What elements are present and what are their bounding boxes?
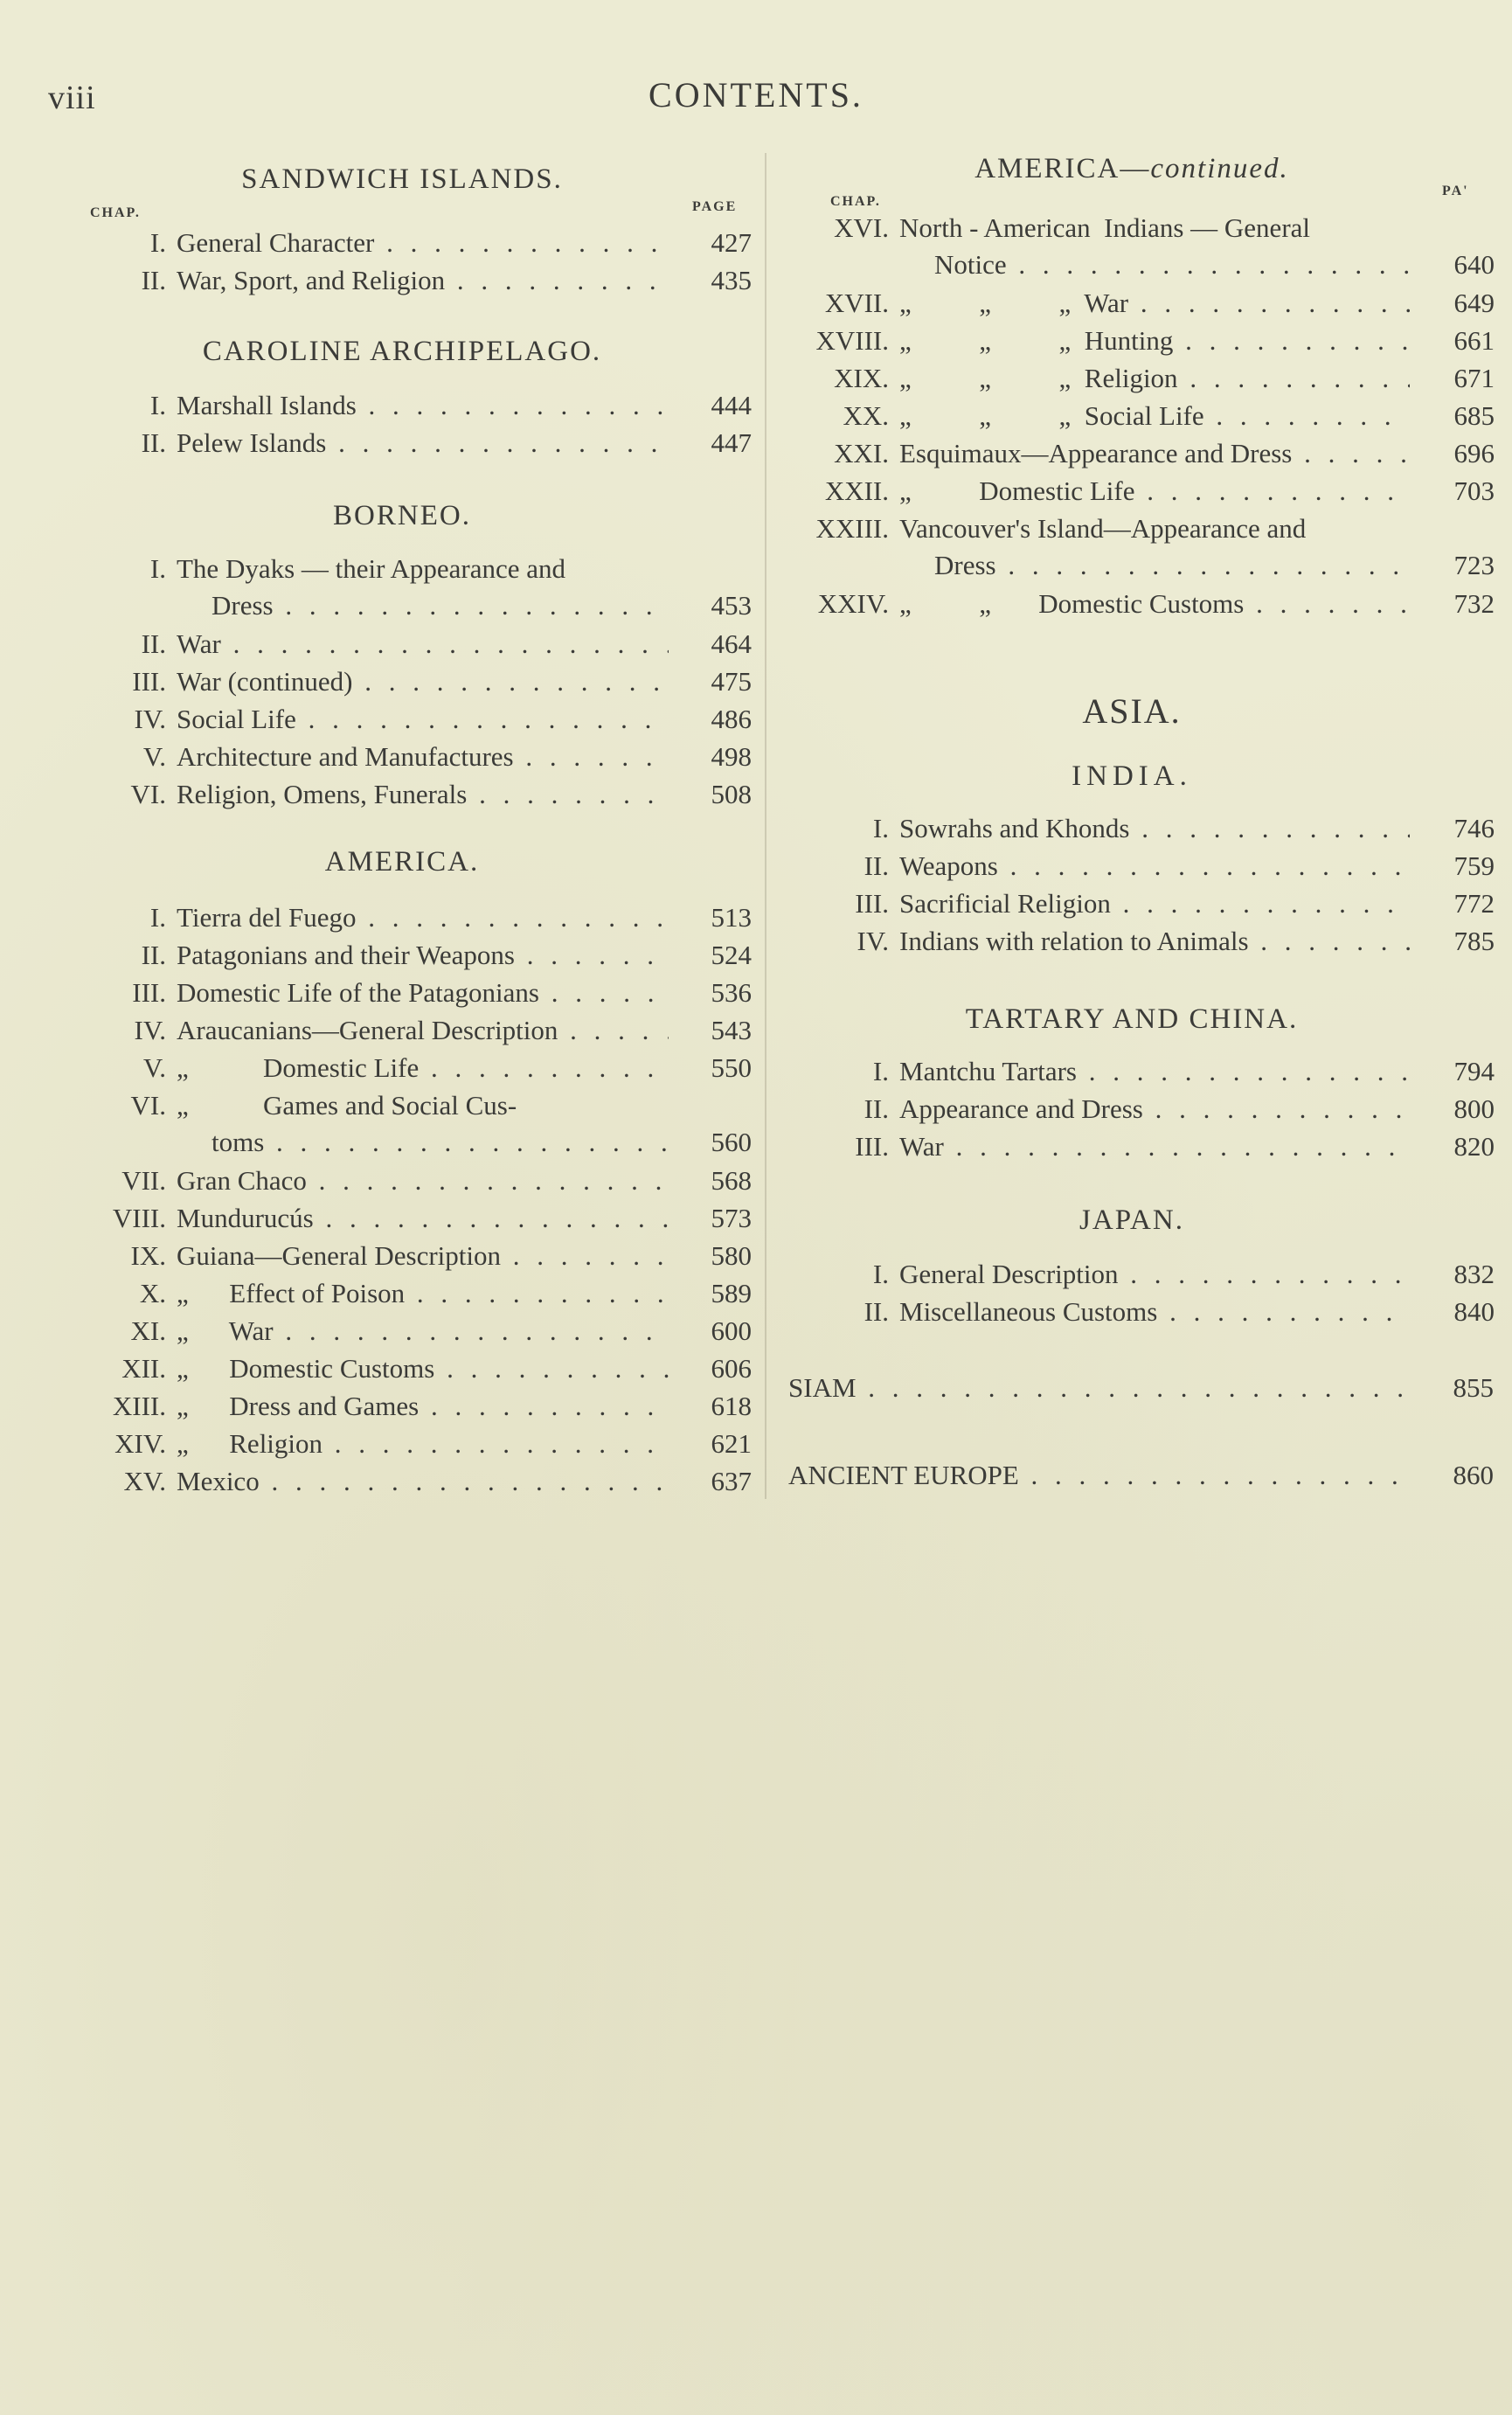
toc-entry-page: 486: [711, 704, 752, 734]
toc-entry-chapter-number: I.: [149, 553, 166, 584]
toc-entry: [788, 848, 1495, 885]
toc-entry: [788, 285, 1495, 322]
toc-entry-title: War, Sport, and Religion . . .: [177, 262, 669, 299]
toc-entry-page: 435: [711, 265, 752, 295]
toc-entry-title: Pelew Islands . . .: [177, 425, 669, 461]
toc-entry-chapter-number: I.: [872, 813, 889, 843]
toc-entry-page: 759: [1453, 850, 1495, 881]
toc-entry-title: Indians with relation to Animals . . .: [899, 923, 1410, 960]
toc-entry-title: „ Domestic Life . . .: [177, 1050, 669, 1086]
toc-entry-page: 800: [1453, 1093, 1495, 1124]
toc-entry-chapter-number: XVI.: [834, 212, 889, 243]
toc-entry-title: The Dyaks — their Appearance and: [177, 553, 566, 584]
toc-entry-title: Weapons . . .: [899, 848, 1410, 885]
toc-entry-chapter-number: XI.: [130, 1315, 166, 1346]
toc-entry-title: „ Domestic Customs . . .: [177, 1350, 669, 1387]
toc-entry-page: 560: [711, 1127, 752, 1157]
toc-entry-chapter-number: II.: [141, 427, 166, 458]
toc-entry-page: 820: [1453, 1131, 1495, 1162]
toc-entry-page: 427: [711, 227, 752, 258]
toc-entry-chapter-number: I.: [149, 227, 166, 258]
toc-entry: [52, 1426, 752, 1462]
toc-entry-page: 580: [711, 1240, 752, 1271]
toc-entry: [788, 1128, 1495, 1165]
toc-entry: [52, 776, 752, 813]
toc-entry-title: Architecture and Manufactures . . .: [177, 739, 669, 775]
toc-entry: [788, 473, 1495, 510]
toc-entry-page: 543: [711, 1015, 752, 1045]
toc-entry-page: 621: [711, 1428, 752, 1459]
toc-entry: [52, 425, 752, 461]
toc-entry: [788, 360, 1495, 397]
toc-entry-title: ANCIENT EUROPE . . .: [788, 1457, 1409, 1494]
section-title-borneo: BORNEO.: [333, 500, 471, 531]
toc-entry: [788, 435, 1495, 472]
toc-entry: [52, 975, 752, 1011]
toc-entry: [788, 810, 1495, 847]
toc-entry: [788, 1256, 1495, 1293]
toc-entry: [52, 551, 752, 624]
toc-entry-chapter-number: III.: [132, 977, 166, 1008]
toc-entry-title: Patagonians and their Weapons . . .: [177, 937, 669, 974]
toc-entry: [788, 923, 1495, 960]
toc-entry-title: Appearance and Dress . . .: [899, 1091, 1410, 1128]
toc-entry-page: 732: [1453, 588, 1495, 619]
toc-entry-title: „ Domestic Life . . .: [899, 473, 1410, 510]
section-title-asia: ASIA.: [1082, 691, 1182, 731]
toc-entry: [52, 1388, 752, 1425]
toc-entry-page: 498: [711, 741, 752, 772]
toc-entry-page: 447: [711, 427, 752, 458]
toc-entry-title: War (continued) . . .: [177, 663, 669, 700]
toc-entry: [788, 1294, 1495, 1330]
page-column-header: PAGE: [692, 199, 738, 214]
toc-entry-title: Tierra del Fuego . . .: [177, 899, 669, 936]
toc-entry-title-continuation: Dress . . .: [212, 587, 669, 624]
toc-entry-chapter-number: III.: [855, 888, 889, 919]
toc-entry-title: Esquimaux—Appearance and Dress . . .: [899, 435, 1410, 472]
toc-entry-page: 508: [711, 779, 752, 809]
toc-entry-chapter-number: VIII.: [112, 1203, 166, 1233]
section-title-america: AMERICA.: [324, 846, 480, 878]
toc-entry-title: Religion, Omens, Funerals . . .: [177, 776, 669, 813]
toc-entry: [52, 1087, 752, 1161]
toc-entry: [52, 1238, 752, 1274]
toc-entry-chapter-number: II.: [864, 850, 889, 881]
toc-entry-title: Mundurucús . . .: [177, 1200, 669, 1237]
toc-entry-title: War . . .: [177, 626, 669, 663]
toc-entry-page: 649: [1453, 288, 1495, 318]
toc-entry-page: 536: [711, 977, 752, 1008]
section-title-america-continued: [804, 153, 1460, 185]
toc-entry: [52, 626, 752, 663]
toc-entry-page: 832: [1453, 1259, 1495, 1289]
toc-entry: [52, 899, 752, 936]
toc-entry-page: 785: [1453, 926, 1495, 956]
toc-entry-title: „ War . . .: [177, 1313, 669, 1350]
toc-entry-chapter-number: XIV.: [114, 1428, 166, 1459]
toc-entry-chapter-number: I.: [149, 390, 166, 420]
toc-entry-chapter-number: V.: [142, 741, 166, 772]
toc-entry-page: 772: [1453, 888, 1495, 919]
toc-entry-title: Guiana—General Description . . .: [177, 1238, 669, 1274]
toc-entry: [788, 1091, 1495, 1128]
toc-entry: [52, 739, 752, 775]
toc-entry: [52, 1050, 752, 1086]
toc-entry: [52, 387, 752, 424]
section-title-india: INDIA.: [1072, 760, 1192, 792]
toc-entry-title-continuation: Dress . . .: [934, 547, 1410, 584]
section-title-caroline-archipelago: CAROLINE ARCHIPELAGO.: [202, 336, 602, 367]
toc-entry-chapter-number: XX.: [843, 400, 889, 431]
toc-entry-chapter-number: XVII.: [824, 288, 889, 318]
toc-entry-title: „ Religion . . .: [177, 1426, 669, 1462]
toc-entry-title: SIAM . . .: [788, 1370, 1409, 1406]
toc-entry-page: 685: [1453, 400, 1495, 431]
section-title-sandwich-islands: SANDWICH ISLANDS.: [241, 163, 563, 195]
toc-entry-chapter-number: VII.: [121, 1165, 166, 1196]
toc-entry-chapter-number: II.: [864, 1093, 889, 1124]
toc-entry-title: Araucanians—General Description . . .: [177, 1012, 669, 1049]
toc-entry-title: „ Dress and Games . . .: [177, 1388, 669, 1425]
section-title-america-continued-italic: continued.: [1150, 153, 1289, 184]
section-title-america-continued-main: AMERICA—: [974, 153, 1151, 184]
toc-entry-siam: [788, 1370, 1495, 1406]
toc-entry-page: 573: [711, 1203, 752, 1233]
toc-entry-chapter-number: XXII.: [824, 475, 889, 506]
toc-entry: [52, 663, 752, 700]
toc-entry-page: 696: [1453, 438, 1495, 468]
toc-entry: [788, 1053, 1495, 1090]
toc-entry-title: „ Effect of Poison . . .: [177, 1275, 669, 1312]
toc-entry-chapter-number: XVIII.: [815, 325, 889, 356]
toc-entry-chapter-number: XXIV.: [817, 588, 889, 619]
toc-entry-page: 746: [1453, 813, 1495, 843]
toc-entry-title: Sacrificial Religion . . .: [899, 885, 1410, 922]
toc-entry-title: Mexico . . .: [177, 1463, 669, 1500]
toc-entry-page: 600: [711, 1315, 752, 1346]
toc-entry-page: 444: [711, 390, 752, 420]
toc-entry-page: 840: [1453, 1296, 1495, 1327]
toc-entry-title: „ „ „ War . . .: [899, 285, 1410, 322]
toc-entry-title: „ „ Domestic Customs . . .: [899, 586, 1410, 622]
toc-entry: [52, 1200, 752, 1237]
running-head: CONTENTS.: [648, 75, 864, 115]
toc-entry-chapter-number: X.: [139, 1278, 166, 1308]
chap-column-header: CHAP.: [90, 205, 141, 220]
toc-entry-ancient-europe: [788, 1457, 1495, 1494]
toc-entry-title: Domestic Life of the Patagonians . . .: [177, 975, 669, 1011]
toc-entry-chapter-number: XIII.: [112, 1391, 166, 1421]
toc-entry-chapter-number: II.: [141, 265, 166, 295]
toc-entry-chapter-number: V.: [142, 1052, 166, 1083]
toc-entry-title: General Character . . .: [177, 225, 669, 261]
toc-entry-page: 464: [711, 628, 752, 659]
toc-entry-page: 671: [1453, 363, 1495, 393]
toc-entry-chapter-number: I.: [872, 1056, 889, 1086]
toc-entry-page: 453: [711, 590, 752, 621]
toc-entry: [788, 510, 1495, 584]
toc-entry-chapter-number: XIX.: [834, 363, 889, 393]
toc-entry-page: 703: [1453, 475, 1495, 506]
toc-entry-page: 550: [711, 1052, 752, 1083]
toc-entry: [52, 1275, 752, 1312]
toc-entry-chapter-number: XII.: [121, 1353, 166, 1384]
toc-entry-title: Marshall Islands . . .: [177, 387, 669, 424]
toc-entry-title: „ Games and Social Cus-: [177, 1090, 517, 1121]
toc-entry-page: 606: [711, 1353, 752, 1384]
toc-entry: [52, 262, 752, 299]
toc-entry-title: General Description . . .: [899, 1256, 1410, 1293]
toc-entry: [52, 937, 752, 974]
toc-entry: [52, 225, 752, 261]
toc-entry-chapter-number: II.: [864, 1296, 889, 1327]
toc-entry-page: 661: [1453, 325, 1495, 356]
toc-entry-page: 589: [711, 1278, 752, 1308]
toc-entry: [788, 323, 1495, 359]
toc-entry-page: 637: [711, 1466, 752, 1496]
toc-entry: [788, 398, 1495, 434]
toc-entry-chapter-number: I.: [149, 902, 166, 933]
toc-entry-chapter-number: IV.: [134, 1015, 166, 1045]
toc-entry-title: Vancouver's Island—Appearance and: [899, 513, 1307, 544]
toc-entry: [788, 885, 1495, 922]
section-title-tartary-and-china: TARTARY AND CHINA.: [965, 1003, 1299, 1035]
toc-entry-chapter-number: XXIII.: [815, 513, 889, 544]
toc-entry-title-continuation: toms . . .: [212, 1124, 669, 1161]
toc-entry-title: Mantchu Tartars . . .: [899, 1053, 1410, 1090]
toc-entry-chapter-number: III.: [132, 666, 166, 697]
toc-entry: [52, 1313, 752, 1350]
toc-entry-title: „ „ „ Social Life . . .: [899, 398, 1410, 434]
toc-entry-page: 618: [711, 1391, 752, 1421]
toc-entry-page: 640: [1453, 249, 1495, 280]
toc-entry-chapter-number: III.: [855, 1131, 889, 1162]
toc-entry-chapter-number: II.: [141, 628, 166, 659]
column-divider: [765, 153, 766, 1499]
toc-entry-page: 524: [711, 940, 752, 970]
toc-entry-chapter-number: II.: [141, 940, 166, 970]
toc-entry-chapter-number: I.: [872, 1259, 889, 1289]
section-title-japan: JAPAN.: [1079, 1204, 1184, 1236]
toc-entry-chapter-number: XXI.: [834, 438, 889, 468]
toc-entry-title: „ „ „ Religion . . .: [899, 360, 1410, 397]
toc-entry-title: Sowrahs and Khonds . . .: [899, 810, 1410, 847]
toc-entry-chapter-number: IV.: [857, 926, 889, 956]
toc-entry: [788, 586, 1495, 622]
toc-entry: [52, 1463, 752, 1500]
toc-entry: [52, 701, 752, 738]
toc-entry-chapter-number: IV.: [134, 704, 166, 734]
toc-entry-page: 475: [711, 666, 752, 697]
toc-entry: [52, 1012, 752, 1049]
toc-entry-title-continuation: Notice . . .: [934, 246, 1410, 283]
toc-entry-page: 860: [1453, 1460, 1494, 1490]
toc-entry-title: War . . .: [899, 1128, 1410, 1165]
toc-entry-page: 794: [1453, 1056, 1495, 1086]
toc-entry: [788, 210, 1495, 283]
toc-entry-chapter-number: XV.: [123, 1466, 166, 1496]
toc-entry-page: 723: [1453, 550, 1495, 580]
page-column-header-right: PA': [1442, 184, 1469, 198]
toc-entry-title: Miscellaneous Customs . . .: [899, 1294, 1410, 1330]
toc-entry-title: Gran Chaco . . .: [177, 1162, 669, 1199]
toc-entry-title: Social Life . . .: [177, 701, 669, 738]
toc-entry-title: „ „ „ Hunting . . .: [899, 323, 1410, 359]
toc-entry-chapter-number: IX.: [130, 1240, 166, 1271]
toc-entry-chapter-number: VI.: [130, 1090, 166, 1121]
page-folio: viii: [48, 80, 96, 116]
chap-column-header-right: CHAP.: [830, 194, 881, 209]
toc-entry: [52, 1162, 752, 1199]
toc-entry-page: 513: [711, 902, 752, 933]
toc-entry-page: 855: [1453, 1372, 1494, 1403]
toc-entry-chapter-number: VI.: [130, 779, 166, 809]
toc-entry-page: 568: [711, 1165, 752, 1196]
toc-entry: [52, 1350, 752, 1387]
toc-entry-title: North - American Indians — General: [899, 212, 1311, 243]
